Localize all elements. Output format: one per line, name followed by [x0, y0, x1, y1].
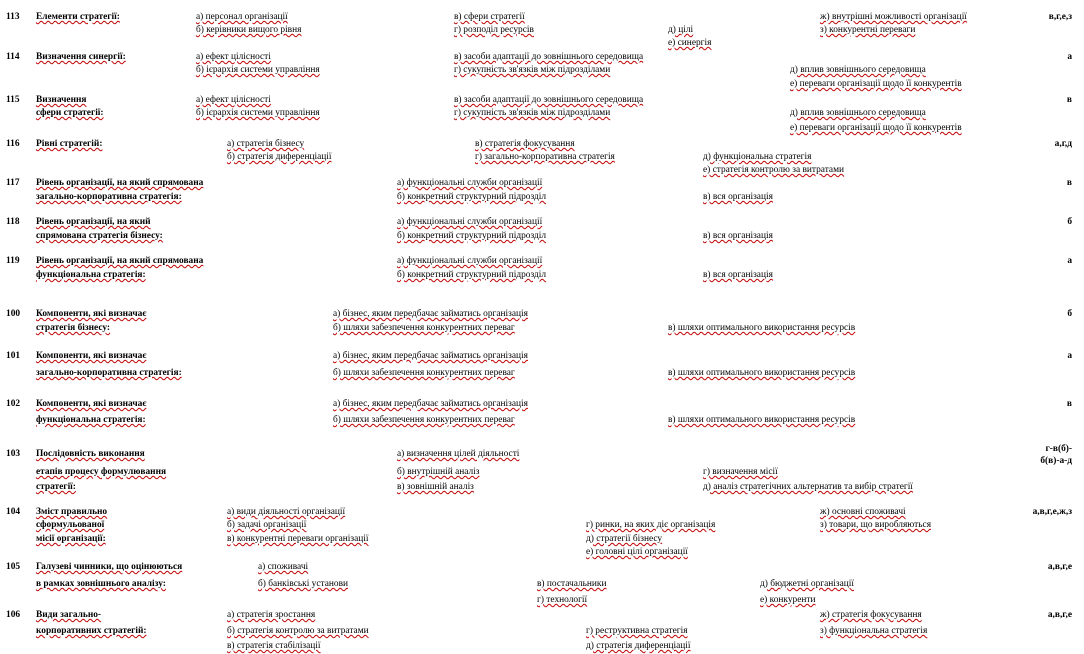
option: д) бюджетні організації [760, 579, 854, 589]
option: д) аналіз стратегічних альтернатив та вибір стратегії [703, 482, 913, 492]
question-number: 118 [6, 217, 20, 227]
option: б) шляхи забезпечення конкурентних переваг [333, 368, 515, 378]
option: д) вплив зовнішнього середовища [790, 65, 926, 75]
option: б) керівники вищого рівня [196, 25, 302, 35]
answer-key: г-в(б)- [1045, 444, 1072, 454]
option: в) шляхи оптимального використання ресурсів [668, 415, 856, 425]
answer-key: б(в)-а-д [1040, 456, 1072, 466]
answer-key: в [1066, 178, 1072, 188]
answer-key: а [1067, 52, 1072, 62]
option: в) конкурентні переваги організації [227, 534, 369, 544]
option: в) шляхи оптимального використання ресурсів [668, 323, 856, 333]
question-text: сформульованої [36, 520, 105, 530]
question-text: функціональна стратегія: [36, 270, 146, 280]
question-text: Рівень організації, на який [36, 217, 151, 227]
question-text: Елементи стратегії: [36, 12, 120, 22]
option: г) загально-корпоративна стратегія [475, 152, 615, 162]
answer-key: б [1067, 217, 1072, 227]
question-number: 101 [6, 351, 21, 361]
option: г) технології [537, 595, 588, 605]
option: в) сфери стратегії [454, 12, 525, 22]
option: в) вся організація [703, 192, 773, 202]
question-text: Рівень організації, на який спрямована [36, 178, 204, 188]
answer-key: а,г,д [1054, 139, 1072, 149]
option: б) шляхи забезпечення конкурентних переваг [333, 323, 515, 333]
option: д) вплив зовнішнього середовища [790, 108, 926, 118]
option: б) ієрархія системи управління [196, 108, 320, 118]
option: д) функціональна стратегія [703, 152, 812, 162]
question-text: стратегія бізнесу: [36, 323, 111, 333]
option: а) функціональні служби організації [397, 178, 543, 188]
question-number: 102 [6, 399, 21, 409]
answer-key: а,в,г,е,ж,з [1032, 507, 1072, 517]
option: в) стратегія фокусування [475, 139, 575, 149]
question-text: спрямована стратегія бізнесу: [36, 231, 163, 241]
question-text: стратегії: [36, 482, 76, 492]
option: ж) внутрішні можливості організації [820, 12, 967, 22]
option: б) задачі організації [227, 520, 307, 530]
option: б) внутрішній аналіз [397, 467, 480, 477]
option: а) стратегія зростання [227, 610, 316, 620]
option: а) бізнес, яким передбачає займатись організація [333, 309, 528, 319]
question-text: Галузеві чинники, що оцінюються [36, 562, 183, 572]
question-text: Послідовність виконання [36, 449, 145, 459]
question-text: сфери стратегії: [36, 108, 104, 118]
option: е) стратегія контролю за витратами [703, 165, 845, 175]
option: г) реструктивна стратегія [586, 626, 688, 636]
option: з) товари, що виробляються [820, 520, 932, 530]
question-text: загально-корпоративна стратегія: [36, 368, 182, 378]
question-text: функціональна стратегія: [36, 415, 146, 425]
option: г) ринки, на яких діє організація [586, 520, 716, 530]
question-number: 100 [6, 309, 21, 319]
option: а) функціональні служби організації [397, 217, 543, 227]
option: а) ефект цілісності [196, 52, 271, 62]
option: а) функціональні служби організації [397, 256, 543, 266]
option: ж) стратегія фокусування [820, 610, 922, 620]
option: е) конкуренти [760, 595, 816, 605]
answer-key: б [1067, 309, 1072, 319]
question-number: 113 [6, 12, 20, 22]
question-text: в рамках зовнішнього аналізу: [36, 579, 166, 589]
question-text: загально-корпоративна стратегія: [36, 192, 182, 202]
option: в) засоби адаптації до зовнішнього середовища [454, 95, 644, 105]
question-text: етапів процесу формулювання [36, 467, 167, 477]
option: з) конкурентні переваги [820, 25, 916, 35]
question-number: 105 [6, 562, 21, 572]
answer-key: в [1066, 399, 1072, 409]
question-number: 106 [6, 610, 21, 620]
question-number: 116 [6, 139, 20, 149]
question-text: Зміст правильно [36, 507, 108, 517]
question-number: 119 [6, 256, 20, 266]
question-text: Види загально- [36, 610, 102, 620]
option: а) персонал організації [196, 12, 288, 22]
option: з) функціональна стратегія [820, 626, 928, 636]
question-number: 114 [6, 52, 20, 62]
option: а) визначення цілей діяльності [397, 449, 520, 459]
question-text: корпоративних стратегій: [36, 626, 147, 636]
question-number: 103 [6, 449, 21, 459]
option: е) переваги організації щодо її конкурентів [790, 79, 962, 89]
option: е) переваги організації щодо її конкурентів [790, 123, 962, 133]
question-text: Визначення синергії: [36, 52, 126, 62]
option: г) визначення місії [703, 467, 778, 477]
option: д) стратегії бізнесу [586, 534, 663, 544]
question-text: Компоненти, які визначає [36, 351, 147, 361]
option: в) постачальники [537, 579, 607, 589]
answer-key: а,в,г,е [1047, 610, 1072, 620]
option: е) головні цілі організації [586, 547, 688, 557]
answer-key: а [1067, 256, 1072, 266]
option: г) сукупність зв'язків між підрозділами [454, 65, 611, 75]
option: е) синергія [668, 38, 712, 48]
option: б) конкретний структурний підрозділ [397, 192, 547, 202]
option: а) бізнес, яким передбачає займатись організація [333, 351, 528, 361]
question-text: Рівень організації, на який спрямована [36, 256, 204, 266]
option: б) ієрархія системи управління [196, 65, 320, 75]
option: г) сукупність зв'язків між підрозділами [454, 108, 611, 118]
option: ж) основні споживачі [820, 507, 906, 517]
option: б) шляхи забезпечення конкурентних переваг [333, 415, 515, 425]
option: б) конкретний структурний підрозділ [397, 270, 547, 280]
question-number: 115 [6, 95, 20, 105]
option: б) стратегія диференціації [227, 152, 332, 162]
option: б) стратегія контролю за витратами [227, 626, 369, 636]
option: г) розподіл ресурсів [454, 25, 534, 35]
answer-key: в,г,е,з [1048, 12, 1072, 22]
answer-key: в [1066, 95, 1072, 105]
option: а) бізнес, яким передбачає займатись організація [333, 399, 528, 409]
question-text: Компоненти, які визначає [36, 309, 147, 319]
option: а) споживачі [258, 562, 309, 572]
question-number: 104 [6, 507, 21, 517]
option: а) ефект цілісності [196, 95, 271, 105]
option: д) стратегія диференціації [586, 641, 691, 651]
question-text: місії організації: [36, 534, 106, 544]
option: в) стратегія стабілізації [227, 641, 321, 651]
option: б) банківські установи [258, 579, 349, 589]
option: в) вся організація [703, 270, 773, 280]
question-number: 117 [6, 178, 20, 188]
option: в) вся організація [703, 231, 773, 241]
option: в) зовнішній аналіз [397, 482, 474, 492]
option: д) цілі [668, 25, 694, 35]
option: в) шляхи оптимального використання ресурсів [668, 368, 856, 378]
option: б) конкретний структурний підрозділ [397, 231, 547, 241]
question-text: Рівні стратегій: [36, 139, 103, 149]
option: в) засоби адаптації до зовнішнього середовища [454, 52, 644, 62]
option: а) види діяльності організації [227, 507, 346, 517]
option: а) стратегія бізнесу [227, 139, 305, 149]
answer-key: а [1067, 351, 1072, 361]
answer-key: а,в,г,е [1047, 562, 1072, 572]
question-text: Визначення [36, 95, 87, 105]
question-text: Компоненти, які визначає [36, 399, 147, 409]
